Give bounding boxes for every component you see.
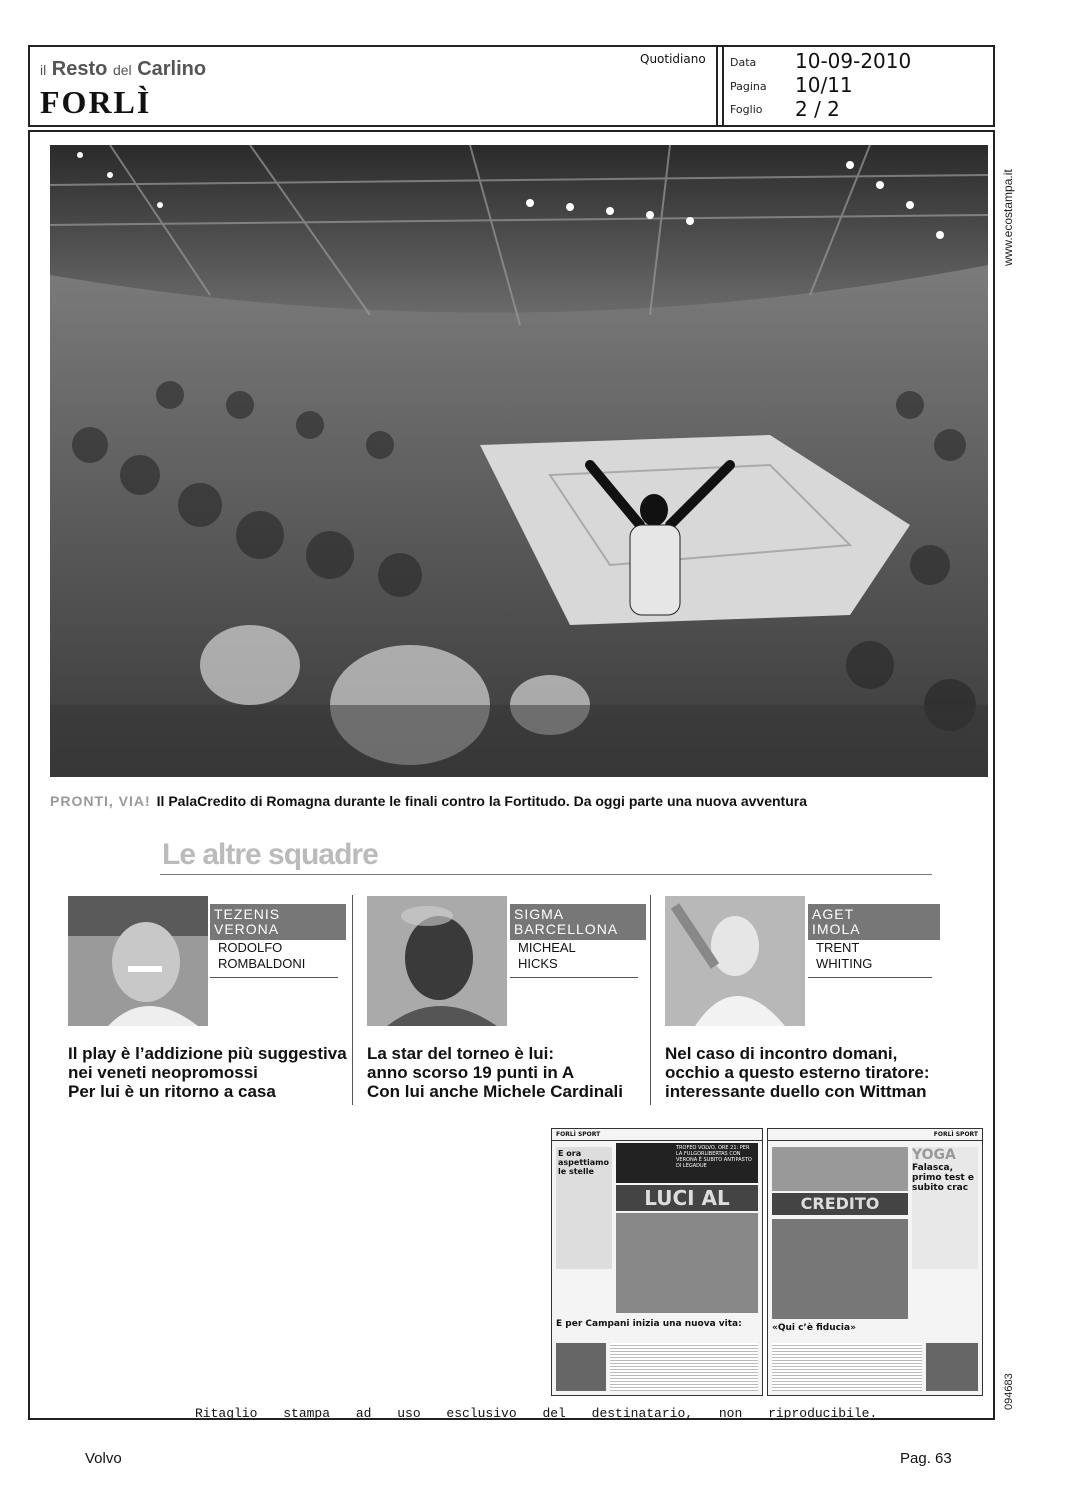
player-first-name: RODOLFO <box>218 940 283 955</box>
card-text-barcellona <box>367 1044 647 1101</box>
thumb-kicker: TROFEO VOLVO, ORE 21: PER LA FULGORLIBERTAS CON VERONA È SUBITO ANTIPASTO DI LEGADUE <box>616 1143 758 1183</box>
header-divider <box>722 47 724 125</box>
player-photo-rombaldoni <box>68 896 208 1026</box>
thumb-brand: YOGA <box>912 1147 956 1163</box>
footer-page: Pag. 63 <box>900 1450 952 1467</box>
player-photo-whiting <box>665 896 805 1026</box>
date-label: Data <box>730 56 757 69</box>
card-rule <box>510 977 638 978</box>
newspaper-brand <box>40 58 206 81</box>
thumb-headline: LUCI AL <box>616 1185 758 1211</box>
caption-text: Il PalaCredito di Romagna durante le finali contro la Fortitudo. Da oggi parte una nuova avventura <box>156 793 807 809</box>
thumb-subhead: «Qui c’è fiducia» <box>772 1323 856 1333</box>
card-text-line: interessante duello con Wittman <box>665 1082 927 1101</box>
column-separator <box>352 895 353 1105</box>
player-last-name: ROMBALDONI <box>218 956 306 971</box>
team-name: AGET <box>812 906 855 922</box>
photo-caption <box>50 793 807 809</box>
brand-city: FORLÌ <box>40 84 152 120</box>
player-photo-hicks <box>367 896 507 1026</box>
thumbnail-page-left <box>551 1128 763 1396</box>
player-name-whiting <box>816 940 872 972</box>
caption-kicker: PRONTI, VIA! <box>50 793 151 809</box>
date-value: 10-09-2010 <box>795 49 912 73</box>
section-title: Le altre squadre <box>162 838 378 871</box>
team-tag-verona <box>210 904 346 940</box>
card-text-line: Il play è l’addizione più suggestiva <box>68 1044 347 1063</box>
arena-photo <box>50 145 988 777</box>
card-rule <box>210 977 338 978</box>
thumb-section: FORLÌ SPORT <box>552 1129 762 1141</box>
thumb-subhead: E per Campani inizia una nuova vita: <box>556 1319 742 1329</box>
column-separator <box>650 895 651 1105</box>
team-tag-imola <box>808 904 940 940</box>
publication-type: Quotidiano <box>640 52 706 66</box>
card-text-line: occhio a questo esterno tiratore: <box>665 1063 930 1082</box>
card-text-line: Per lui è un ritorno a casa <box>68 1082 276 1101</box>
svg-text:094683: 094683 <box>1003 1373 1015 1410</box>
thumb-side-head: Falasca, primo test e subito crac <box>912 1163 974 1193</box>
player-last-name: WHITING <box>816 956 873 971</box>
team-name: SIGMA <box>514 906 565 922</box>
brand-paper: Carlino <box>137 58 207 80</box>
player-name-hicks <box>518 940 576 972</box>
player-last-name: HICKS <box>518 956 558 971</box>
team-tag-barcellona <box>510 904 646 940</box>
card-text-imola <box>665 1044 955 1101</box>
section-rule <box>160 874 932 875</box>
card-text-line: Con lui anche Michele Cardinali <box>367 1082 623 1101</box>
thumb-section: FORLÌ SPORT <box>768 1129 982 1141</box>
header-divider <box>716 47 718 125</box>
page-value: 10/11 <box>795 73 853 97</box>
side-url <box>998 148 1018 268</box>
card-text-line: anno scorso 19 punti in A <box>367 1063 575 1082</box>
svg-text:www.ecostampa.it: www.ecostampa.it <box>1001 169 1015 266</box>
thumb-side-head: E ora aspettiamo le stelle <box>558 1149 609 1176</box>
thumbnail-page-right <box>767 1128 983 1396</box>
team-name: TEZENIS <box>214 906 281 922</box>
card-text-line: La star del torneo è lui: <box>367 1044 555 1063</box>
card-text-verona <box>68 1044 348 1101</box>
player-first-name: MICHEAL <box>518 940 576 955</box>
side-code <box>998 1362 1018 1412</box>
player-first-name: TRENT <box>816 940 860 955</box>
footer-client: Volvo <box>85 1450 122 1467</box>
page-label: Pagina <box>730 80 767 93</box>
thumb-headline: CREDITO <box>772 1193 908 1215</box>
team-city: BARCELLONA <box>514 921 619 937</box>
player-name-rombaldoni <box>218 940 305 972</box>
brand-name: Resto <box>51 58 108 80</box>
sheet-value: 2 / 2 <box>795 97 840 121</box>
brand-prefix: il <box>40 62 47 78</box>
brand-del: del <box>112 62 132 78</box>
card-text-line: Nel caso di incontro domani, <box>665 1044 898 1063</box>
reproduction-note: Ritaglio stampa ad uso esclusivo del destinatario, non riproducibile. <box>195 1406 878 1421</box>
team-city: IMOLA <box>812 921 861 937</box>
sheet-label: Foglio <box>730 103 763 116</box>
team-city: VERONA <box>214 921 280 937</box>
card-rule <box>808 977 932 978</box>
card-text-line: nei veneti neopromossi <box>68 1063 258 1082</box>
